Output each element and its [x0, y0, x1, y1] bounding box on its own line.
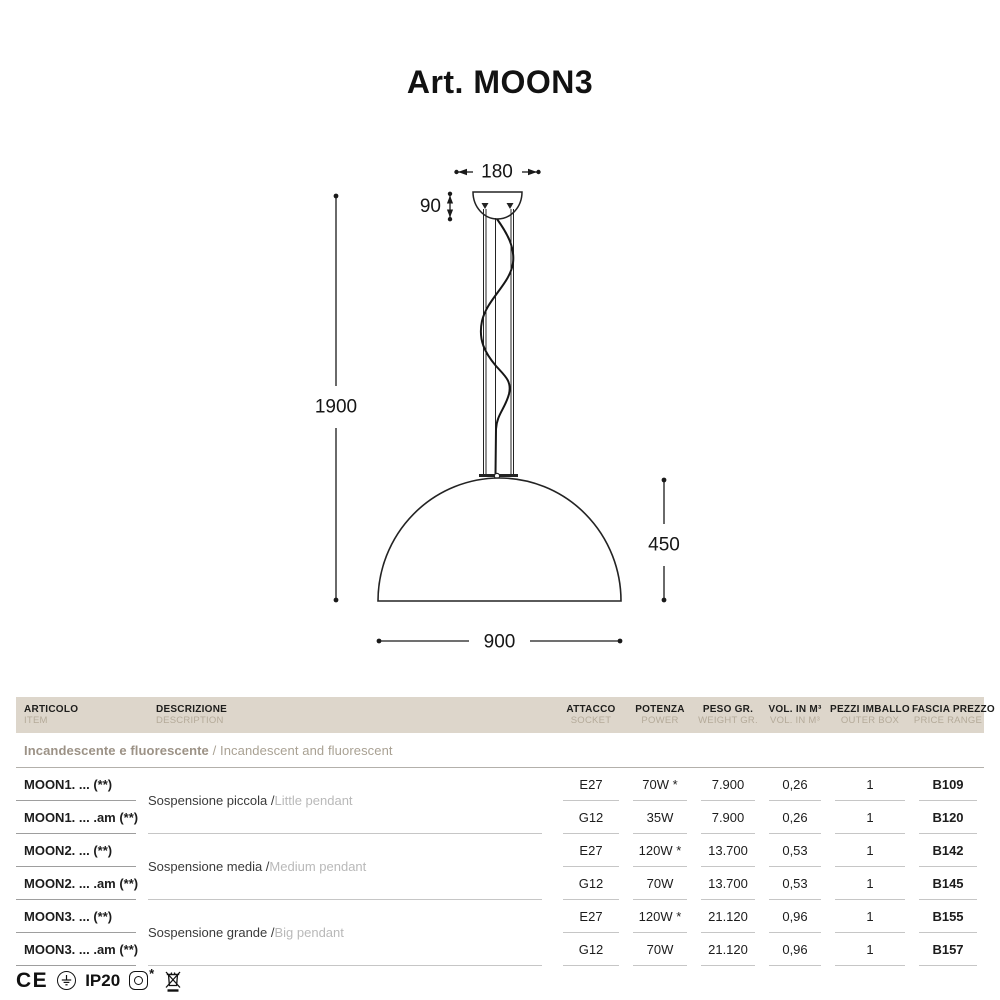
- price-range-value: B155: [919, 900, 977, 933]
- item-code: MOON1. ... (**): [16, 768, 136, 801]
- socket-value: E27: [563, 900, 619, 933]
- socket-value: G12: [563, 801, 619, 834]
- price-range-value: B157: [919, 933, 977, 966]
- power-value: 120W *: [633, 834, 687, 867]
- cable-anchor-right: [507, 203, 514, 209]
- price-range-value: B142: [919, 834, 977, 867]
- table-group-moon1: [16, 768, 984, 834]
- specification-table: [16, 697, 995, 966]
- column-header-pezzi-imballo: PEZZI IMBALLO OUTER BOX: [830, 703, 910, 727]
- socket-value: G12: [563, 867, 619, 900]
- weight-value: 13.700: [701, 867, 755, 900]
- item-code: MOON1. ... .am (**): [16, 801, 136, 834]
- table-header-row: [16, 697, 995, 733]
- description-cell: Sospensione grande / Big pendant: [148, 900, 542, 966]
- power-value: 35W: [633, 801, 687, 834]
- certification-footer: [16, 964, 183, 996]
- column-header-peso: PESO GR. WEIGHT GR.: [698, 703, 758, 727]
- volume-value: 0,96: [769, 900, 821, 933]
- column-header-fascia-prezzo: FASCIA PREZZO PRICE RANGE: [912, 703, 995, 727]
- pieces-value: 1: [835, 933, 905, 966]
- table-group-moon3: [16, 900, 984, 966]
- ce-mark-icon: CE: [16, 968, 49, 992]
- ip20-rating-label: IP20: [85, 970, 121, 990]
- column-header-attacco: ATTACCO SOCKET: [566, 703, 616, 727]
- column-header-potenza: POTENZA POWER: [635, 703, 685, 727]
- weight-value: 13.700: [701, 834, 755, 867]
- item-code: MOON2. ... (**): [16, 834, 136, 867]
- luminaire-symbol-icon: [129, 965, 155, 990]
- weight-value: 7.900: [701, 768, 755, 801]
- weight-value: 7.900: [701, 801, 755, 834]
- pieces-value: 1: [835, 801, 905, 834]
- volume-value: 0,53: [769, 867, 821, 900]
- column-header-articolo: ARTICOLO ITEM: [24, 703, 79, 727]
- power-value: 70W *: [633, 768, 687, 801]
- dim-450-label: 450: [648, 534, 680, 556]
- dim-900-label: 900: [483, 631, 516, 653]
- section-header: Incandescente e fluorescente / Incandescent and fluorescent: [24, 743, 393, 758]
- dim-1900-line: [334, 194, 339, 603]
- dim-1900-label: 1900: [314, 396, 358, 418]
- item-code: MOON2. ... .am (**): [16, 867, 136, 900]
- socket-value: G12: [563, 933, 619, 966]
- weight-value: 21.120: [701, 933, 755, 966]
- dim-450-line: [662, 478, 667, 603]
- asterisk-note: *: [149, 965, 155, 981]
- socket-value: E27: [563, 834, 619, 867]
- item-code: MOON3. ... .am (**): [16, 933, 136, 966]
- cord-gland: [494, 473, 499, 478]
- price-range-value: B120: [919, 801, 977, 834]
- dome-shade: [378, 478, 621, 601]
- dim-90-label: 90: [419, 196, 441, 217]
- volume-value: 0,96: [769, 933, 821, 966]
- dim-900-line: [377, 639, 623, 644]
- power-cord: [481, 219, 513, 474]
- page-title: Art. MOON3: [406, 64, 594, 100]
- pieces-value: 1: [835, 834, 905, 867]
- power-value: 70W: [633, 867, 687, 900]
- table-body: [16, 767, 984, 966]
- pieces-value: 1: [835, 768, 905, 801]
- weight-value: 21.120: [701, 900, 755, 933]
- volume-value: 0,53: [769, 834, 821, 867]
- ceiling-canopy: [473, 192, 522, 219]
- price-range-value: B145: [919, 867, 977, 900]
- pieces-value: 1: [835, 867, 905, 900]
- weee-crossed-bin-icon: [163, 968, 183, 993]
- class1-earth-icon: [57, 971, 76, 990]
- table-group-moon2: [16, 834, 984, 900]
- column-header-volume: VOL. IN M³ VOL. IN M³: [768, 703, 822, 727]
- description-cell: Sospensione media / Medium pendant: [148, 834, 542, 900]
- power-value: 120W *: [633, 900, 687, 933]
- volume-value: 0,26: [769, 768, 821, 801]
- dim-180-label: 180: [481, 161, 513, 183]
- suspension-cables: [484, 209, 514, 475]
- cable-anchor-left: [482, 203, 489, 209]
- dim-180-line: [454, 169, 540, 176]
- description-cell: Sospensione piccola / Little pendant: [148, 768, 542, 834]
- price-range-value: B109: [919, 768, 977, 801]
- pieces-value: 1: [835, 900, 905, 933]
- socket-value: E27: [563, 768, 619, 801]
- dim-90-line: [447, 192, 453, 222]
- column-header-descrizione: DESCRIZIONE DESCRIPTION: [156, 703, 228, 727]
- volume-value: 0,26: [769, 801, 821, 834]
- power-value: 70W: [633, 933, 687, 966]
- item-code: MOON3. ... (**): [16, 900, 136, 933]
